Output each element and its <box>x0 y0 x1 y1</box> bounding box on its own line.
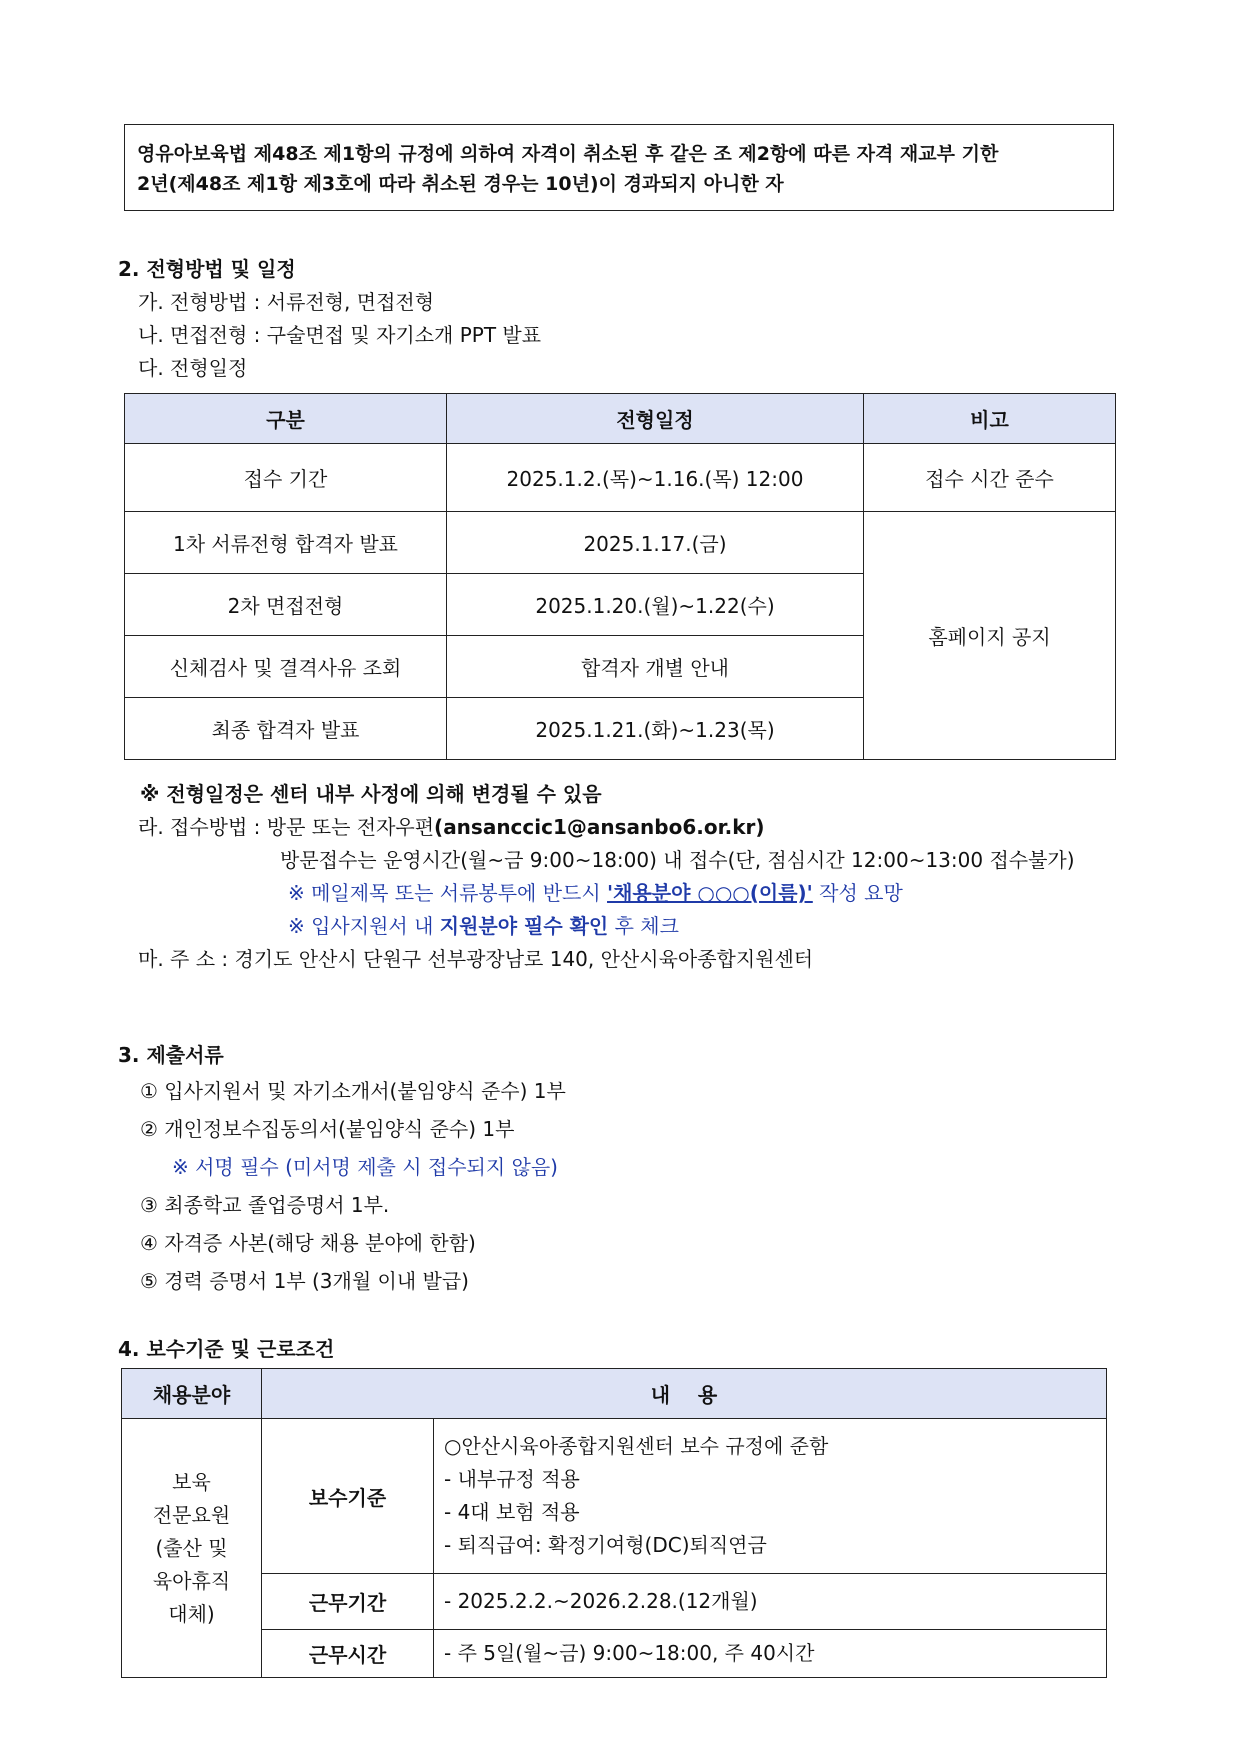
work-period-value: - 2025.2.2.~2026.2.28.(12개월) <box>434 1574 1107 1630</box>
work-hours-label: 근무시간 <box>262 1630 434 1678</box>
row-date: 2025.1.21.(화)~1.23(목) <box>447 698 864 760</box>
pay-standard-label: 보수기준 <box>262 1419 434 1574</box>
notice-line-2: 2년(제48조 제1항 제3호에 따라 취소된 경우는 10년)이 경과되지 아니한 자 <box>137 173 784 195</box>
selection-method: 가. 전형방법 : 서류전형, 면접전형 <box>138 290 435 314</box>
document-item-1: ① 입사지원서 및 자기소개서(붙임양식 준수) 1부 <box>140 1079 566 1103</box>
table-header-row <box>122 1369 1107 1419</box>
pay-line: - 내부규정 적용 <box>444 1467 580 1491</box>
row-category: 1차 서류전형 합격자 발표 <box>125 512 447 574</box>
interview-method: 나. 면접전형 : 구술면접 및 자기소개 PPT 발표 <box>138 323 542 347</box>
table-row <box>122 1630 1107 1678</box>
work-hours-value: - 주 5일(월~금) 9:00~18:00, 주 40시간 <box>434 1630 1107 1678</box>
mail-note-highlight: '채용분야 ○○○(이름)' <box>607 881 813 905</box>
pay-line: - 퇴직급여: 확정기여형(DC)퇴직연금 <box>444 1533 767 1557</box>
pay-standard-content <box>434 1419 1107 1574</box>
schedule-change-note: ※ 전형일정은 센터 내부 사정에 의해 변경될 수 있음 <box>140 782 602 806</box>
work-period-label: 근무기간 <box>262 1574 434 1630</box>
document-item-5: ⑤ 경력 증명서 1부 (3개월 이내 발급) <box>140 1269 469 1293</box>
row-category: 최종 합격자 발표 <box>125 698 447 760</box>
table-row <box>122 1419 1107 1574</box>
document-item-3: ③ 최종학교 졸업증명서 1부. <box>140 1193 390 1217</box>
job-field-line: 전문요원 <box>152 1502 231 1527</box>
job-field-line: (출산 및 <box>155 1535 228 1560</box>
row-date: 2025.1.2.(목)~1.16.(목) 12:00 <box>447 444 864 512</box>
form-note-suffix: 후 체크 <box>608 914 679 938</box>
document-item-2: ② 개인정보수집동의서(붙임양식 준수) 1부 <box>140 1117 515 1141</box>
visit-hours: 방문접수는 운영시간(월~금 9:00~18:00) 내 접수(단, 점심시간 12:00~13:00 접수불가) <box>280 848 1075 872</box>
form-note-prefix: ※ 입사지원서 내 <box>288 914 440 938</box>
header-content: 내 용 <box>262 1369 1107 1419</box>
signature-note: ※ 서명 필수 (미서명 제출 시 접수되지 않음) <box>172 1155 558 1179</box>
application-method-text: 라. 접수방법 : 방문 또는 전자우편 <box>138 815 435 839</box>
job-field-line: 보육 <box>172 1469 211 1494</box>
header-note: 비고 <box>864 394 1116 444</box>
disqualification-notice-box <box>124 124 1114 211</box>
row-date: 2025.1.20.(월)~1.22(수) <box>447 574 864 636</box>
row-date: 2025.1.17.(금) <box>447 512 864 574</box>
table-header-row <box>125 394 1116 444</box>
job-field-line: 육아휴직 <box>152 1568 231 1593</box>
table-row <box>122 1574 1107 1630</box>
header-schedule: 전형일정 <box>447 394 864 444</box>
section-2-title: 2. 전형방법 및 일정 <box>118 257 296 281</box>
schedule-heading: 다. 전형일정 <box>138 356 248 380</box>
mail-title-note <box>288 877 903 906</box>
table-row <box>125 512 1116 574</box>
mail-note-suffix: 작성 요망 <box>812 881 903 905</box>
job-field-line: 대체) <box>168 1601 215 1626</box>
mail-note-prefix: ※ 메일제목 또는 서류봉투에 반드시 <box>288 881 608 905</box>
schedule-table <box>124 393 1116 760</box>
form-note-highlight: 지원분야 필수 확인 <box>439 914 609 938</box>
job-field-cell <box>122 1419 262 1678</box>
row-date: 합격자 개별 안내 <box>447 636 864 698</box>
section-4-title: 4. 보수기준 및 근로조건 <box>118 1337 335 1361</box>
header-category: 구분 <box>125 394 447 444</box>
row-category: 2차 면접전형 <box>125 574 447 636</box>
header-field: 채용분야 <box>122 1369 262 1419</box>
document-item-4: ④ 자격증 사본(해당 채용 분야에 한함) <box>140 1231 476 1255</box>
row-note: 접수 시간 준수 <box>864 444 1116 512</box>
application-method <box>138 811 765 840</box>
pay-line: ○안산시육아종합지원센터 보수 규정에 준함 <box>444 1434 829 1458</box>
row-note-merged: 홈페이지 공지 <box>864 512 1116 760</box>
notice-line-1: 영유아보육법 제48조 제1항의 규정에 의하여 자격이 취소된 후 같은 조 제2항에 따른 자격 재교부 기한 <box>137 143 999 165</box>
pay-line: - 4대 보험 적용 <box>444 1500 580 1524</box>
table-row <box>125 444 1116 512</box>
address: 마. 주 소 : 경기도 안산시 단원구 선부광장남로 140, 안산시육아종합지원센터 <box>138 947 814 971</box>
pay-conditions-table <box>121 1368 1107 1678</box>
row-category: 신체검사 및 결격사유 조회 <box>125 636 447 698</box>
row-category: 접수 기간 <box>125 444 447 512</box>
application-email: (ansanccic1@ansanbo6.or.kr) <box>434 815 765 839</box>
form-check-note <box>288 910 679 939</box>
section-3-title: 3. 제출서류 <box>118 1043 224 1067</box>
